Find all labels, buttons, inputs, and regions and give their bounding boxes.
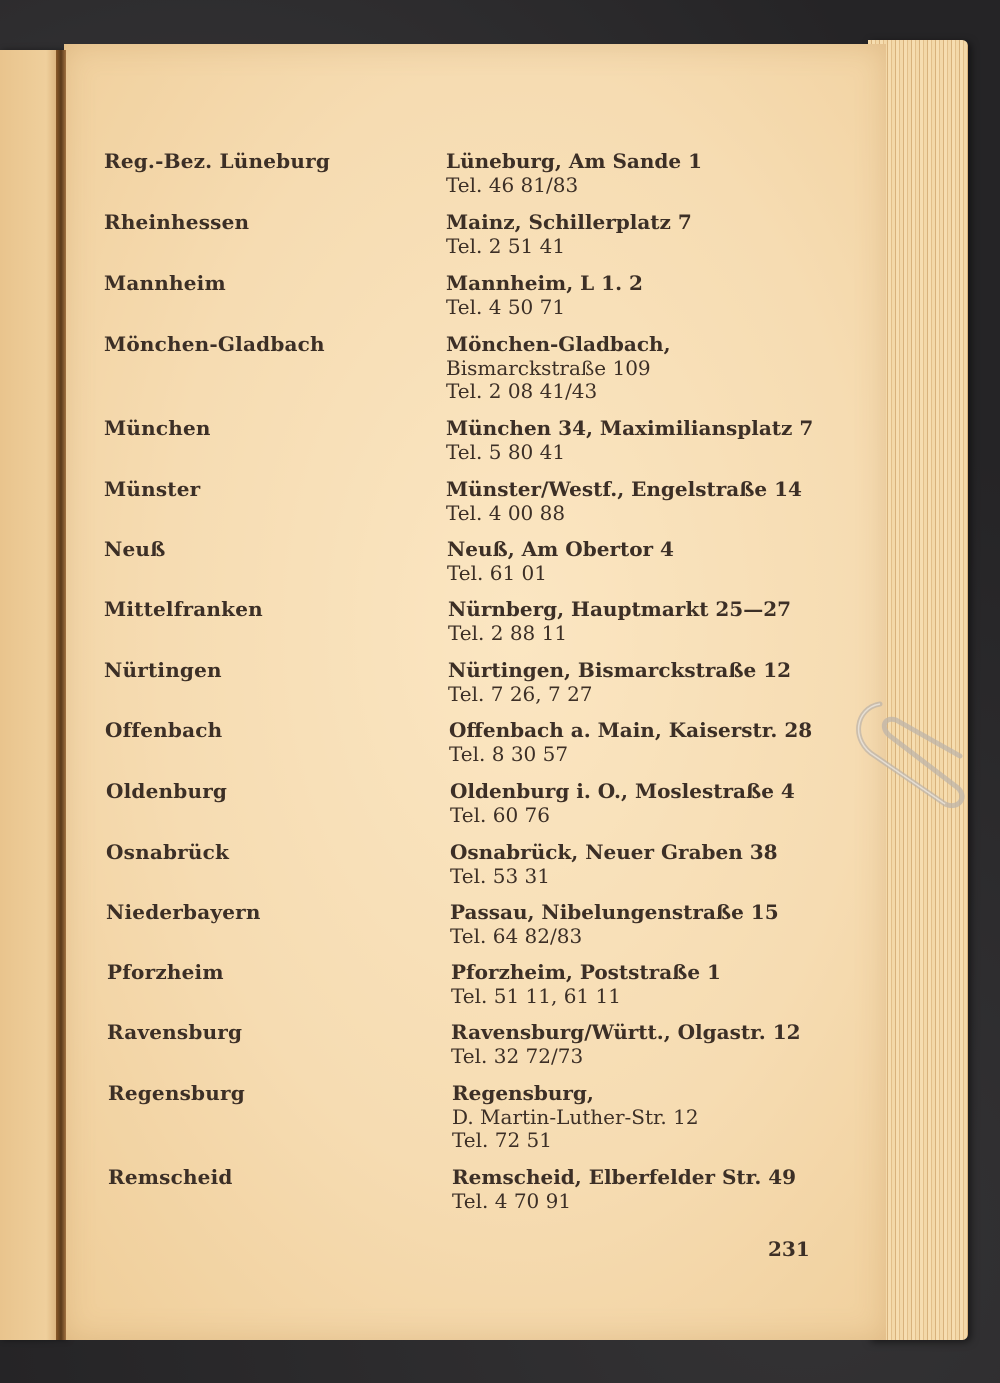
telephone-number: Tel. 61 01 [447,560,547,585]
office-address [446,272,643,319]
telephone-number: Tel. 72 51 [452,1128,552,1152]
address-line: Pforzheim, Poststraße 1 [451,960,721,984]
address-line: Nürtingen, Bismarckstraße 12 [448,658,792,682]
telephone-number: Tel. 5 80 41 [446,439,566,464]
telephone-number: Tel. 64 82/83 [450,923,583,948]
address-line: Osnabrück, Neuer Graben 38 [450,840,778,864]
telephone-number: Tel. 51 11, 61 11 [451,983,621,1008]
region-name: Niederbayern [106,900,261,924]
region-name: Reg.-Bez. Lüneburg [104,149,331,173]
region-name: Ravensburg [107,1020,243,1044]
address-line: Neuß, Am Obertor 4 [447,537,674,561]
address-line: Münster/Westf., Engelstraße 14 [446,477,802,501]
address-line: Oldenburg i. O., Moslestraße 4 [450,779,795,803]
book-gutter [56,50,66,1340]
telephone-number: Tel. 8 30 57 [449,741,569,766]
page-number: 231 [768,1237,810,1261]
region-name: Nürtingen [104,658,222,682]
region-name: Mittelfranken [104,597,263,621]
address-line: Nürnberg, Hauptmarkt 25—27 [448,597,792,621]
office-address [450,901,779,948]
region-name: Mönchen-Gladbach [104,332,325,356]
address-line: D. Martin-Luther-Str. 12 [452,1104,699,1129]
telephone-number: Tel. 2 88 11 [448,620,568,645]
address-line: Ravensburg/Württ., Olgastr. 12 [451,1020,801,1044]
telephone-number: Tel. 7 26, 7 27 [448,681,593,706]
region-name: Remscheid [108,1165,233,1189]
office-address [452,1166,796,1213]
region-name: Neuß [104,537,166,561]
address-line: Mönchen-Gladbach, [446,332,671,356]
office-address [451,961,721,1008]
address-line: Passau, Nibelungenstraße 15 [450,900,779,924]
region-name: Rheinhessen [104,210,250,234]
telephone-number: Tel. 2 51 41 [446,233,566,258]
address-line: Mainz, Schillerplatz 7 [446,210,692,234]
telephone-number: Tel. 4 70 91 [452,1188,572,1213]
office-address [450,841,778,888]
address-line: Remscheid, Elberfelder Str. 49 [452,1165,797,1189]
region-name: Mannheim [104,271,226,295]
office-address [450,780,795,827]
paperclip-icon [850,686,970,811]
office-address [448,598,791,645]
office-address [446,150,702,197]
telephone-number: Tel. 46 81/83 [446,172,579,197]
office-address [452,1082,699,1153]
address-line: Offenbach a. Main, Kaiserstr. 28 [449,718,813,742]
telephone-number: Tel. 32 72/73 [451,1043,584,1068]
region-name: Oldenburg [106,779,228,803]
address-line: Lüneburg, Am Sande 1 [446,149,703,173]
office-address [446,333,671,404]
address-line: München 34, Maximiliansplatz 7 [446,416,814,440]
office-address [451,1021,801,1068]
telephone-number: Tel. 60 76 [450,802,550,827]
region-name: München [104,416,211,440]
address-line: Mannheim, L 1. 2 [446,271,643,295]
office-address [448,659,791,706]
region-name: Offenbach [105,718,223,742]
telephone-number: Tel. 4 50 71 [446,294,566,319]
region-name: Pforzheim [107,960,224,984]
region-name: Regensburg [108,1081,245,1105]
office-address [446,211,692,258]
office-address [447,538,674,585]
telephone-number: Tel. 2 08 41/43 [446,379,598,403]
address-line: Bismarckstraße 109 [446,355,651,380]
office-address [446,478,802,525]
telephone-number: Tel. 53 31 [450,863,550,888]
office-address [449,719,812,766]
address-line: Regensburg, [452,1081,594,1105]
office-address [446,417,813,464]
region-name: Osnabrück [106,840,230,864]
region-name: Münster [104,477,201,501]
telephone-number: Tel. 4 00 88 [446,500,566,525]
